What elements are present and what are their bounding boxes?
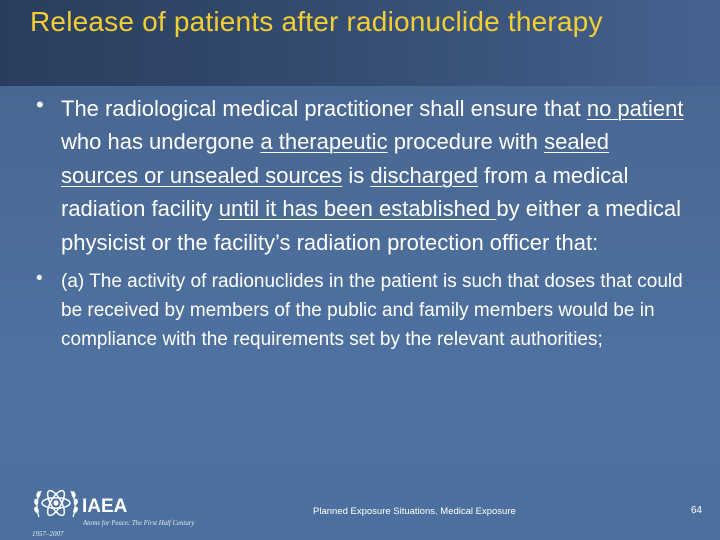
page-number: 64 bbox=[690, 505, 702, 516]
bullet-point-1 bbox=[36, 92, 686, 259]
bullet-text-segment: from a medical radiation facility bbox=[61, 162, 629, 222]
iaea-atom-laurel-icon bbox=[33, 488, 78, 517]
bullet-marker: • bbox=[36, 268, 43, 290]
iaea-logo bbox=[32, 483, 252, 538]
underlined-phrase-discharged: discharged bbox=[370, 162, 479, 188]
underlined-phrase-no-patient: no patient bbox=[586, 96, 684, 121]
logo-wordmark: IAEA bbox=[82, 496, 128, 517]
logo-years: 1957–2007 bbox=[32, 530, 64, 538]
underlined-phrase-sources: sealed sources or unsealed sources bbox=[61, 129, 609, 188]
bullet-marker: • bbox=[36, 92, 44, 117]
bullet-list bbox=[36, 92, 686, 354]
bullet-text-segment: by either a medical physicist or the facility’s radiation protection officer that: bbox=[61, 196, 682, 255]
footer-section-title: Planned Exposure Situations. Medical Exposure bbox=[313, 506, 516, 517]
bullet-point-2 bbox=[36, 267, 686, 354]
underlined-phrase-therapeutic: a therapeutic bbox=[260, 129, 388, 155]
slide-title: Release of patients after radionuclide therapy bbox=[30, 6, 603, 37]
logo-tagline: Atoms for Peace: The First Half Century bbox=[83, 520, 195, 527]
bullet-text-segment: The radiological medical practitioner shall ensure that bbox=[61, 96, 587, 121]
underlined-phrase-established: until it has been established bbox=[218, 196, 497, 222]
bullet-text-segment: is bbox=[342, 162, 371, 188]
bullet-text-segment: procedure with bbox=[387, 129, 545, 155]
bullet-text: (a) The activity of radionuclides in the patient is such that doses that could be received by members of the public and family members would be in compliance with the requirements set by the relevant authorities; bbox=[61, 271, 683, 351]
bullet-text-segment: who has undergone bbox=[61, 129, 261, 155]
